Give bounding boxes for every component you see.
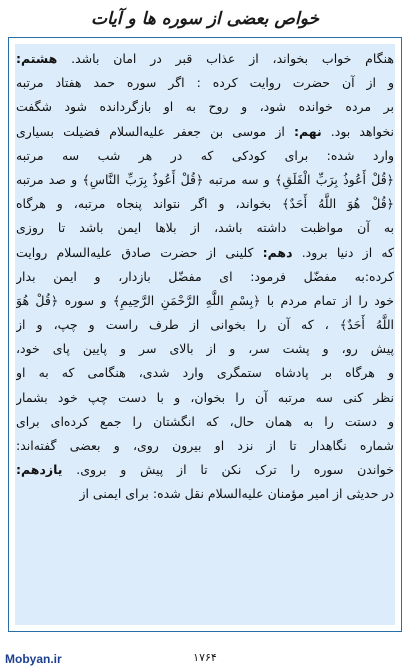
text-segment: و دستت را به همان حال، که انگشتان را جمع کرده‌ای برای	[16, 413, 394, 429]
text-segment: نخواهد بود.	[321, 123, 394, 139]
text-line	[16, 458, 394, 482]
text-line	[16, 410, 394, 434]
section-keyword: نهم:	[293, 123, 322, 139]
text-line	[16, 120, 394, 144]
text-segment: از موسی بن جعفر	[164, 123, 294, 139]
text-segment: کلینی از حضرت صادق	[112, 244, 263, 260]
quran-verse: ﴿قُلْ هُوَ	[16, 292, 59, 308]
section-keyword: دهم:	[262, 244, 293, 260]
text-line	[16, 482, 394, 506]
quran-verse: ﴿قُلْ هُوَ اللَّهُ أَحَدٌ﴾	[282, 196, 394, 212]
text-segment: که از دنیا برود.	[292, 244, 394, 260]
quran-verse: علیه‌السلام	[109, 123, 165, 139]
text-segment: و هرگاه بر پادشاه ستمگری وارد شدی، هنگامی که به او	[16, 365, 394, 381]
quran-verse: اللَّهُ أَحَدٌ﴾	[339, 317, 394, 333]
quran-verse: علیه‌السلام	[207, 486, 264, 502]
site-logo[interactable]: Mobyan.ir	[5, 652, 62, 666]
page-title: خواص بعضی از سوره ها و آیات	[91, 9, 319, 29]
text-line	[16, 361, 394, 385]
text-segment: ، که آن را بخوانی از طرف راست و چپ، و از	[16, 317, 340, 333]
page-number: ۱۷۶۴	[193, 651, 217, 664]
text-line	[16, 434, 394, 458]
text-segment: پیش رو، و پشت سر، و از بالای سر و پایین پای خود،	[16, 341, 394, 357]
text-line	[16, 144, 394, 168]
text-segment: به آن مواظبت داشته باشد، از بلاها ایمن باشد تا روزی	[16, 220, 394, 236]
text-segment: بخواند، و اگر نتواند پنجاه مرتبه، و هرگاه	[16, 196, 283, 212]
text-segment: خواندن سوره را ترک نکن تا از پیش و بروی.	[62, 462, 394, 478]
text-segment: هنگام خواب بخواند، از عذاب قبر در امان باشد.	[57, 51, 394, 66]
text-segment: خود را از تمام مردم با	[260, 292, 394, 308]
text-segment: روایت	[16, 244, 57, 260]
text-line	[16, 313, 394, 337]
quran-verse: ﴿بِسْمِ اللَّهِ الرَّحْمَنِ الرَّحِيمِ﴾	[112, 292, 261, 308]
text-segment: فضیلت بسیاری	[16, 123, 110, 139]
quran-verse: علیه‌السلام	[56, 244, 113, 260]
section-keyword: یازدهم:	[16, 462, 63, 478]
body-text	[16, 47, 394, 507]
text-line	[16, 71, 394, 95]
text-line	[16, 192, 394, 216]
text-line	[16, 386, 394, 410]
text-line	[16, 216, 394, 240]
text-segment: نقل شده: برای ایمنی از	[79, 486, 208, 502]
text-segment: و از آن حضرت روایت کرده : اگر سوره حمد هفتاد مرتبه	[16, 75, 394, 91]
quran-verse: ﴿قُلْ أَعُوذُ بِرَبِّ النَّاسِ﴾	[82, 171, 204, 187]
text-segment: نظر کنی سه مرتبه آن را بخوان، و با دست چپ خود بشمار	[16, 389, 394, 405]
text-segment: کرده:به مفضّل فرمود: ای مفضّل بازدار، و ایمن بدار	[16, 268, 394, 284]
text-line	[16, 265, 394, 289]
text-line	[16, 241, 394, 265]
quran-verse: ﴿قُلْ أَعُوذُ بِرَبِّ الْفَلَقِ﴾	[275, 171, 394, 187]
section-keyword: هشتم:	[16, 51, 58, 66]
text-segment: و سه مرتبه	[203, 171, 275, 187]
text-segment: و صد مرتبه	[16, 171, 83, 187]
text-segment: وارد شده: برای کودکی که در هر شب سه مرتبه	[16, 147, 394, 163]
text-segment: بر مرده خوانده شود، و روح به او بازگردانده شود شگفت	[16, 99, 394, 115]
text-segment: در حدیثی از امیر مؤمنان	[263, 486, 394, 502]
text-line	[16, 95, 394, 119]
text-line	[16, 337, 394, 361]
text-segment: شماره نگاهدار تا از نزد او بیرون روی، و بعضی گفته‌اند:	[16, 438, 394, 453]
text-line	[16, 168, 394, 192]
text-line	[16, 47, 394, 71]
text-line	[16, 289, 394, 313]
text-segment: و سوره	[58, 292, 113, 308]
